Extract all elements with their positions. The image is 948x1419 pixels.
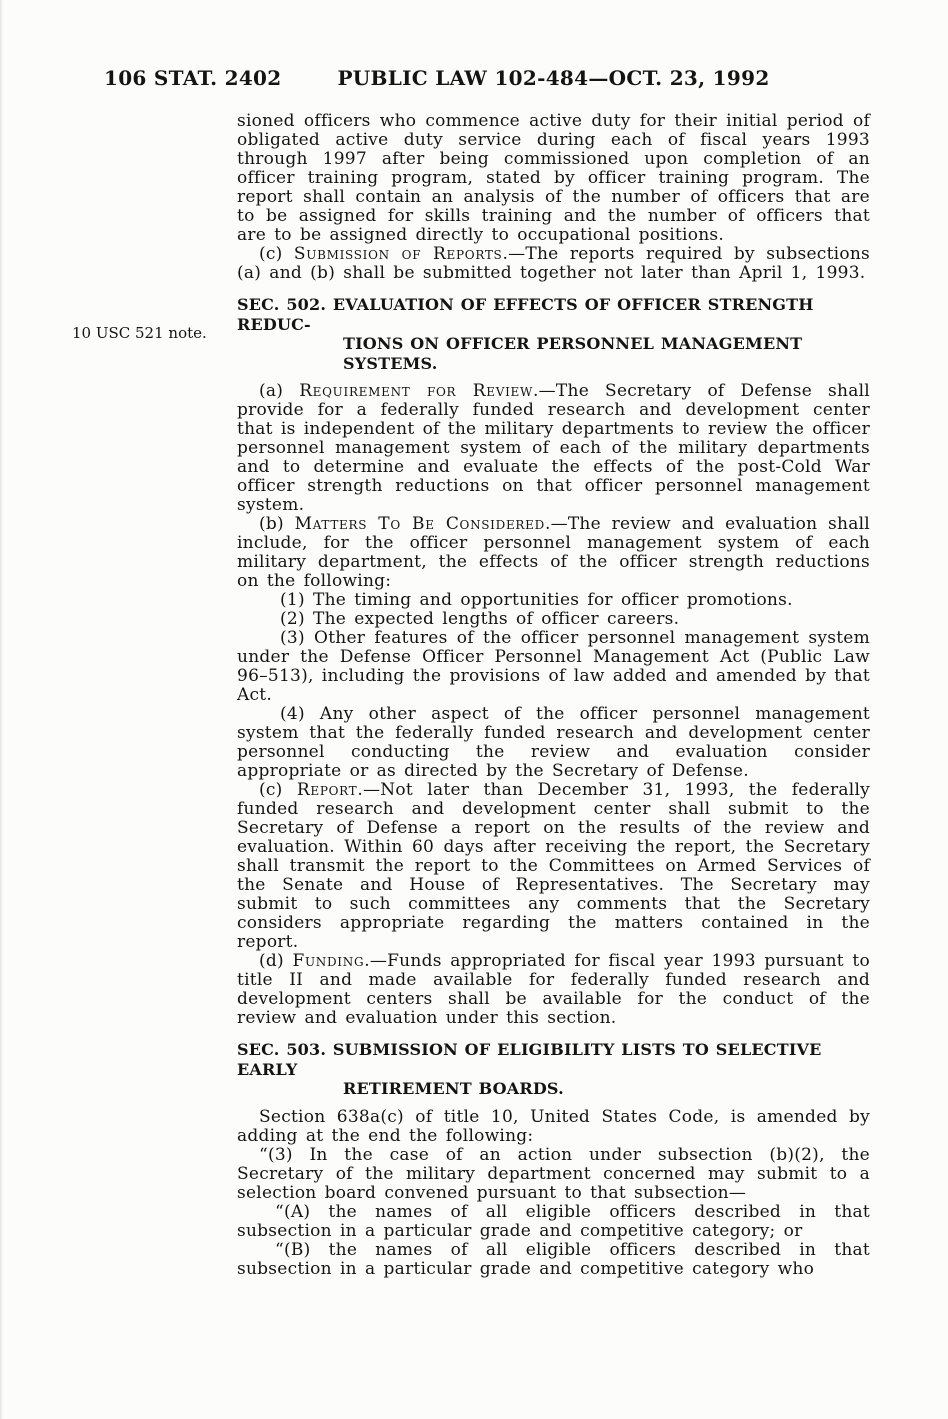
section-503-heading (237, 1040, 870, 1099)
section-502-heading-line1: SEC. 502. EVALUATION OF EFFECTS OF OFFICER STRENGTH REDUC- (237, 295, 814, 334)
section-502-heading (237, 295, 870, 373)
paragraph-funding: (d) Funding.—Funds appropriated for fiscal year 1993 pursuant to title II and made available for federally funded research and development centers shall be available for the conduct of the review and evaluation under this section. (237, 951, 870, 1028)
scan-edge-artifact (0, 0, 3, 1419)
paragraph-quoted-3: “(3) In the case of an action under subsection (b)(2), the Secretary of the military department concerned may submit to a selection board convened pursuant to that subsection— (237, 1144, 870, 1203)
quoted-subparagraph-B: “(B) the names of all eligible officers described in that subsection in a particular grade and competitive category who (237, 1239, 870, 1279)
stat-page-number: 106 STAT. 2402 (104, 66, 282, 90)
public-law-running-title: PUBLIC LAW 102-484—OCT. 23, 1992 (337, 66, 770, 90)
margin-note-usc-citation: 10 USC 521 note. (72, 324, 207, 342)
paragraph-amendment-intro: Section 638a(c) of title 10, United States Code, is amended by adding at the end the following: (237, 1106, 870, 1146)
paragraph-matters-to-be-considered: (b) Matters To Be Considered.—The review and evaluation shall include, for the officer personnel management system of each military department, the effects of the officer strength reductions on the following: (237, 514, 870, 591)
section-502-heading-line2: TIONS ON OFFICER PERSONNEL MANAGEMENT SYSTEMS. (343, 334, 803, 373)
paragraph-continuation: sioned officers who commence active duty for their initial period of obligated active duty service during each of fiscal years 1993 through 1997 after being commissioned upon completion of an officer training program, stated by officer training program. The report shall contain an analysis of the number of officers that are to be assigned for skills training and the number of officers that are to be assigned directly to occupational positions. (237, 111, 870, 245)
list-item-4: (4) Any other aspect of the officer personnel management system that the federally funded research and development center personnel conducting the review and evaluation consider appropriate or as directed by the Secretary of Defense. (237, 704, 870, 781)
list-item-3: (3) Other features of the officer personnel management system under the Defense Officer Personnel Management Act (Public Law 96–513), including the provisions of law added and amended by that Act. (237, 628, 870, 705)
paragraph-requirement-for-review: (a) Requirement for Review.—The Secretary of Defense shall provide for a federally funded research and development center that is independent of the military departments to review the officer personnel management system of each of the military departments and to determine and evaluate the effects of the post-Cold War officer strength reductions on that officer personnel management system. (237, 381, 870, 515)
quoted-subparagraph-A: “(A) the names of all eligible officers described in that subsection in a particular grade and competitive category; or (237, 1201, 870, 1241)
paragraph-submission-of-reports: (c) Submission of Reports.—The reports required by subsections (a) and (b) shall be submitted together not later than April 1, 1993. (237, 244, 870, 283)
page-header (0, 66, 948, 92)
paragraph-report: (c) Report.—Not later than December 31, 1993, the federally funded research and development center shall submit to the Secretary of Defense a report on the results of the review and evaluation. Within 60 days after receiving the report, the Secretary shall transmit the report to the Committees on Armed Services of the Senate and House of Representatives. The Secretary may submit to such committees any comments that the Secretary considers appropriate regarding the matters contained in the report. (237, 780, 870, 952)
list-item-1: (1) The timing and opportunities for officer promotions. (280, 590, 793, 610)
list-item-2: (2) The expected lengths of officer careers. (280, 609, 680, 629)
section-503-heading-line2: RETIREMENT BOARDS. (343, 1079, 564, 1098)
text-block (237, 112, 870, 1279)
section-503-heading-line1: SEC. 503. SUBMISSION OF ELIGIBILITY LISTS TO SELECTIVE EARLY (237, 1040, 822, 1079)
